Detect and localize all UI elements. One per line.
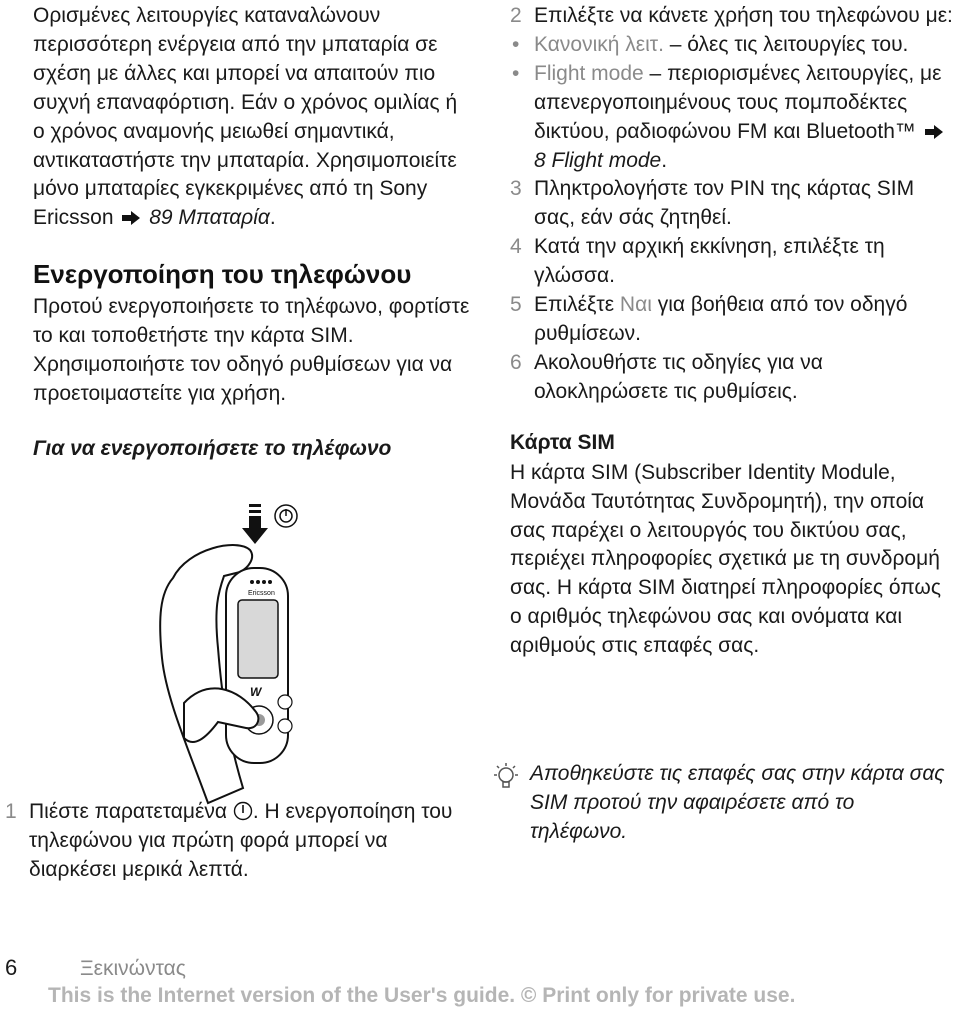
step-number: 1 [5, 800, 17, 823]
walkman-logo: W [250, 685, 262, 699]
intro-text: Ορισμένες λειτουργίες καταναλώνουν περισσότερη ενέργεια από την μπαταρία σε σχέση με άλλες και μπορεί να απαιτούν πιο συχνή επαναφόρτιση. Εάν ο χρόνος ομιλίας ή ο χρόνος αναμονής μειωθεί σημαντικά, αντικαταστήστε την μπαταρία. Χρησιμοποιείτε μόνο μπαταρίες εγκεκριμένες από τη Sony Ericsson [33, 4, 458, 230]
intro-paragraph: Ορισμένες λειτουργίες καταναλώνουν περισσότερη ενέργεια από την μπαταρία σε σχέση με άλλες και μπορεί να απαιτούν πιο συχνή επαναφόρτιση. Εάν ο χρόνος ομιλίας ή ο χρόνος αναμονής μειωθεί σημαντικά, αντικαταστήστε την μπαταρία. Χρησιμοποιείτε μόνο μπαταρίες εγκεκριμένες από τη Sony Ericsson 89 Μπαταρία. [33, 4, 458, 230]
step-number: 2 [510, 4, 522, 27]
menu-option-label: Κανονική λειτ. [534, 32, 664, 56]
bullet-text: – περιορισμένες λειτουργίες, με απενεργοποιημένους τους πομποδέκτες δικτύου, ραδιοφώνου FM και Bluetooth™ [534, 61, 942, 143]
step-3 [510, 175, 955, 233]
menu-option-label: Flight mode [534, 61, 644, 85]
cross-reference[interactable]: 8 Flight mode [534, 148, 662, 172]
press-arrow-icon [242, 504, 268, 544]
bullet-item [510, 31, 955, 60]
step-6 [510, 349, 955, 407]
arrow-icon [925, 125, 943, 139]
bullet-item: • Flight mode – περιορισμένες λειτουργίες, με απενεργοποιημένους τους πομποδέκτες δικτύου, ραδιοφώνου FM και Bluetooth™ 8 Flight mode. [512, 61, 942, 172]
phone-brand: Ericsson [248, 590, 275, 597]
left-column [33, 2, 473, 463]
phone-illustration [148, 498, 318, 808]
sim-paragraph: Η κάρτα SIM (Subscriber Identity Module, Μονάδα Ταυτότητας Συνδρομητή), την οποία σας παρέχει ο λειτουργός του δικτύου σας, περιέχει πληροφορίες σχετικά με τη συνδρομή σας. Η κάρτα SIM διατηρεί πληροφορίες όπως ο αριθμός τηλεφώνου σας και ονόματα και αριθμούς στις επαφές σας. [510, 460, 941, 658]
tip-box [490, 760, 955, 847]
bullet-dot: • [512, 32, 520, 56]
step-text: Πληκτρολογήστε τον PIN της κάρτας SIM σας, εάν σάς ζητηθεί. [534, 177, 915, 230]
section-name: Ξεκινώντας [80, 957, 186, 980]
step-text: Πιέστε παρατεταμένα [29, 800, 227, 823]
arrow-icon [122, 211, 140, 225]
step-text: Επιλέξτε [534, 293, 620, 317]
step-text: Ακολουθήστε τις οδηγίες για να ολοκληρώσετε τις ρυθμίσεις. [534, 350, 823, 403]
step-number: 3 [510, 177, 522, 201]
step-5 [510, 291, 955, 349]
tip-text: Αποθηκεύστε τις επαφές σας στην κάρτα σας SIM προτού την αφαιρέσετε από το τηλέφωνο. [530, 762, 945, 843]
step-text-continued: για βοήθεια από τον οδηγό ρυθμίσεων. [534, 293, 908, 345]
step-1 [5, 798, 465, 885]
menu-option-label: Ναι [619, 293, 652, 317]
step-text: Κατά την αρχική εκκίνηση, επιλέξτε τη γλώσσα. [534, 235, 885, 288]
step-number: 4 [510, 235, 522, 259]
page-number: 6 [5, 955, 18, 980]
step-2 [510, 2, 955, 31]
footer-note: This is the Internet version of the User's guide. © Print only for private use. [48, 984, 796, 1007]
step-number: 5 [510, 293, 522, 317]
step-text-continued: . Η ενεργοποίηση του τηλεφώνου για πρώτη φορά μπορεί να διαρκέσει μερικά λεπτά. [29, 800, 453, 881]
right-column [510, 2, 955, 661]
sim-heading: Κάρτα SIM [510, 430, 615, 454]
power-button-icon [275, 505, 297, 527]
lightbulb-tip-icon [490, 762, 522, 794]
step-number: 6 [510, 350, 522, 374]
section-heading: Ενεργοποίηση του τηλεφώνου [33, 259, 412, 290]
bullet-text: – όλες τις λειτουργίες του. [663, 32, 909, 56]
section-paragraph: Προτού ενεργοποιήσετε το τηλέφωνο, φορτίστε το και τοποθετήστε την κάρτα SIM. Χρησιμοποιήστε τον οδηγό ρυθμίσεων για να προετοιμαστείτε για χρήση. [33, 295, 470, 405]
bullet-dot: • [512, 61, 520, 85]
cross-reference[interactable]: 89 Μπαταρία [149, 206, 270, 230]
step-text: Επιλέξτε να κάνετε χρήση του τηλεφώνου με: [534, 4, 953, 27]
step-4 [510, 233, 955, 291]
power-key-icon [233, 801, 253, 821]
procedure-heading: Για να ενεργοποιήσετε το τηλέφωνο [33, 436, 392, 460]
